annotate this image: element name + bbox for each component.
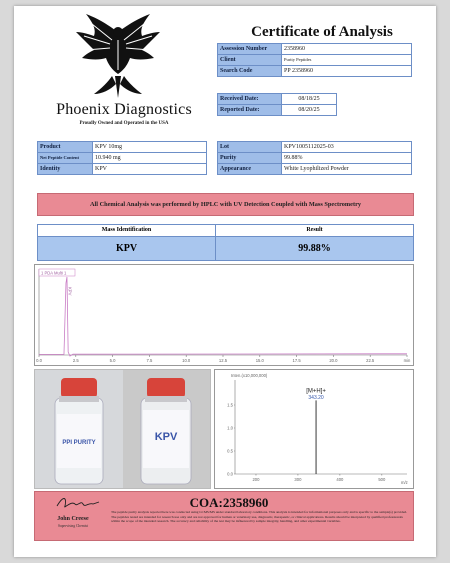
label: Client — [218, 55, 282, 66]
label: Lot — [218, 142, 282, 153]
mass-id-header: Mass Identification — [38, 225, 216, 237]
x-tick-label: 2.5 — [72, 358, 79, 363]
value: 08/18/25 — [282, 94, 337, 105]
value: PP 2358960 — [282, 66, 412, 77]
x-tick-label: 500 — [378, 477, 386, 482]
brand-tagline: Proudly Owned and Operated in the USA — [79, 121, 169, 126]
table-row — [218, 66, 412, 77]
value: KPV — [93, 164, 207, 175]
vial-label: KPV — [154, 431, 178, 443]
label: Product — [38, 142, 93, 153]
x-tick-label: 17.5 — [292, 358, 301, 363]
label: Assession Number — [218, 44, 282, 55]
mass-spectrum-panel — [214, 369, 414, 489]
certificate-title: Certificate of Analysis — [251, 24, 393, 40]
table-row — [218, 153, 412, 164]
vial-cap — [147, 378, 185, 398]
signature-title: Supervising Chemist — [57, 524, 89, 528]
certificate-page — [14, 6, 436, 557]
vial-photos — [34, 369, 211, 489]
results-table — [37, 224, 414, 261]
x-tick-label: 10.0 — [182, 358, 191, 363]
coa-number: COA:2358960 — [189, 495, 269, 510]
table-row — [218, 105, 337, 116]
footer — [34, 491, 414, 541]
chromatogram-panel — [34, 264, 414, 366]
table-row — [218, 55, 412, 66]
value: 2358960 — [282, 44, 412, 55]
table-row — [38, 153, 207, 164]
x-tick-label: 200 — [252, 477, 260, 482]
table-row — [38, 142, 207, 153]
y-tick-label: 1.5 — [227, 402, 233, 408]
table-row — [218, 94, 337, 105]
value: KPV 10mg — [93, 142, 207, 153]
table-row — [218, 142, 412, 153]
x-tick-label: 5.0 — [109, 358, 116, 363]
x-tick-label: 20.0 — [329, 358, 338, 363]
method-banner: All Chemical Analysis was performed by HPLC with UV Detection Coupled with Mass Spectrometry — [37, 193, 414, 216]
x-tick-label: 300 — [294, 477, 302, 482]
disclaimer: The peptide purity analysis reported here was conducted using LCMS/MS under standard laboratory conditions. This analysis is intended for informational purposes only and is specific to the sample(s) provided. The peptides tested are intended for research use only and are not approved for human or veterinary use, diagnostic, therapeutic, or clinical applications. Results should be interpreted by qualified professionals within the scope of the intended research. The accuracy and reliability of the test may be influenced by sample integrity, handling, and other experimental variables. — [111, 510, 408, 523]
ion-annotation: [M+H]+ — [306, 388, 326, 395]
value: 08/20/25 — [282, 105, 337, 116]
label: Identity — [38, 164, 93, 175]
value: Purity Peptides — [282, 55, 412, 66]
label: Received Date: — [218, 94, 282, 105]
product-table — [37, 141, 207, 175]
y-axis-title: Inten.(x10,000,000) — [231, 373, 268, 378]
x-tick-label: 7.5 — [146, 358, 153, 363]
table-row — [218, 164, 412, 175]
y-tick-label: 0.0 — [227, 471, 233, 477]
label: Purity — [218, 153, 282, 164]
label: Reported Date: — [218, 105, 282, 116]
vial-photo-2 — [123, 370, 210, 488]
result-header: Result — [216, 225, 413, 237]
y-tick-label: 1.0 — [227, 425, 233, 431]
accession-table — [217, 43, 412, 77]
vial-crimp — [59, 396, 99, 402]
mass-id-value: KPV — [38, 237, 216, 260]
dates-table — [217, 93, 337, 116]
value: 10.940 mg — [93, 153, 207, 164]
mass-spectrum-chart — [215, 370, 413, 488]
label: Search Code — [218, 66, 282, 77]
x-axis-label: m/z — [401, 480, 408, 485]
label: Net Peptide Content — [38, 153, 93, 164]
brand-name: Phoenix Diagnostics — [56, 101, 192, 118]
x-tick-label: min — [403, 358, 411, 363]
table-row — [38, 164, 207, 175]
y-tick-label: 0.5 — [227, 448, 233, 454]
vial-label: PPI PURITY — [62, 440, 96, 446]
signature — [53, 494, 103, 512]
table-row — [218, 44, 412, 55]
peak-label: KPV — [67, 287, 73, 296]
label: Appearance — [218, 164, 282, 175]
vial-photo-1 — [35, 370, 123, 488]
value: 99.88% — [282, 153, 412, 164]
signature-name: John Creese — [57, 516, 89, 522]
chromatogram-trace — [39, 277, 407, 356]
peak-mz-label: 343.20 — [308, 394, 324, 401]
x-tick-label: 12.5 — [218, 358, 228, 363]
value: White Lyophilized Powder — [282, 164, 412, 175]
x-tick-label: 400 — [336, 477, 344, 482]
lot-table — [217, 141, 412, 175]
result-value: 99.88% — [216, 237, 413, 260]
x-tick-label: 22.5 — [366, 358, 375, 363]
phoenix-bird-icon — [72, 10, 164, 100]
x-tick-label: 0.0 — [36, 358, 42, 363]
value: KPV1005112025-03 — [282, 142, 412, 153]
chromatogram-chart — [35, 265, 413, 365]
x-tick-label: 15.0 — [255, 358, 264, 363]
vial-cap — [61, 378, 97, 398]
vial-crimp — [145, 396, 187, 402]
series-label: 1 PDA Multi 1 — [41, 270, 67, 276]
